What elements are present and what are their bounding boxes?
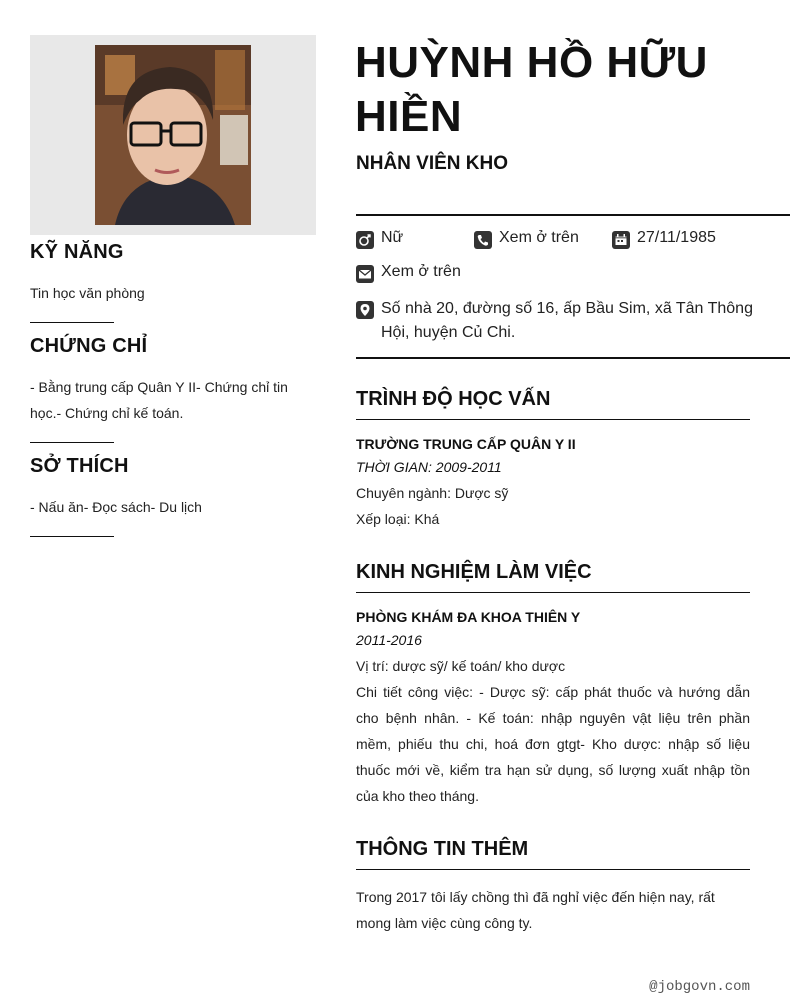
calendar-icon — [612, 231, 630, 249]
experience-company: PHÒNG KHÁM ĐA KHOA THIÊN Y — [356, 609, 581, 625]
experience-section — [356, 561, 750, 809]
left-column — [30, 35, 316, 537]
phone-value: Xem ở trên — [499, 229, 579, 246]
dob-value: 27/11/1985 — [637, 229, 716, 246]
contact-gender — [356, 229, 403, 249]
experience-details: Chi tiết công việc: - Dược sỹ: cấp phát thuốc và hướng dẫn cho bệnh nhân. - Kế toán: nhập nguyên vật liệu trên phần mềm, phiếu thu chi, hoá đơn gtgt- Kho dược: nhập số liệu thuốc mới về, kiểm tra hạn sử dụng, số lượng xuất nhập tồn của kho theo tháng. — [356, 684, 750, 804]
job-title: NHÂN VIÊN KHO — [356, 153, 509, 174]
certificates-title: CHỨNG CHỈ — [30, 335, 148, 357]
skills-text: Tin học văn phòng — [30, 285, 145, 301]
divider — [30, 322, 114, 323]
photo-frame — [30, 35, 316, 235]
contact-dob — [612, 229, 716, 249]
footer-brand: @jobgovn.com — [649, 979, 750, 995]
email-value: Xem ở trên — [381, 263, 461, 280]
gender-value: Nữ — [381, 229, 404, 246]
additional-title: THÔNG TIN THÊM — [356, 838, 750, 870]
candidate-name: HUỲNH HỒ HỮU HIỀN — [355, 38, 708, 141]
divider — [30, 536, 114, 537]
education-section — [356, 388, 750, 532]
location-icon — [356, 301, 374, 319]
skills-section — [30, 241, 316, 323]
education-school: TRƯỜNG TRUNG CẤP QUÂN Y II — [356, 436, 576, 452]
divider — [356, 357, 790, 359]
certificates-section — [30, 335, 316, 443]
skills-title: KỸ NĂNG — [30, 241, 124, 263]
additional-section — [356, 838, 750, 936]
education-grade: Xếp loại: Khá — [356, 511, 440, 527]
gender-icon — [356, 231, 374, 249]
contact-email — [356, 263, 461, 283]
experience-title: KINH NGHIỆM LÀM VIỆC — [356, 561, 750, 593]
education-major: Chuyên ngành: Dược sỹ — [356, 485, 509, 501]
contact-address — [356, 297, 756, 345]
address-value: Số nhà 20, đường số 16, ấp Bầu Sim, xã Tân Thông Hội, huyện Củ Chi. — [381, 300, 753, 341]
education-time: THỜI GIAN: 2009-2011 — [356, 459, 502, 475]
experience-position: Vị trí: dược sỹ/ kế toán/ kho dược — [356, 658, 566, 674]
contact-phone — [474, 229, 579, 249]
hobbies-section — [30, 455, 316, 537]
divider — [30, 442, 114, 443]
additional-text: Trong 2017 tôi lấy chồng thì đã nghỉ việc đến hiện nay, rất mong làm việc cùng công ty. — [356, 889, 715, 931]
education-title: TRÌNH ĐỘ HỌC VẤN — [356, 388, 750, 420]
certificates-text: - Bằng trung cấp Quân Y II- Chứng chỉ tin học.- Chứng chỉ kế toán. — [30, 379, 288, 421]
hobbies-text: - Nấu ăn- Đọc sách- Du lịch — [30, 499, 202, 515]
hobbies-title: SỞ THÍCH — [30, 455, 129, 477]
phone-icon — [474, 231, 492, 249]
experience-time: 2011-2016 — [356, 632, 422, 648]
profile-photo — [95, 45, 251, 225]
divider — [356, 214, 790, 216]
email-icon — [356, 265, 374, 283]
